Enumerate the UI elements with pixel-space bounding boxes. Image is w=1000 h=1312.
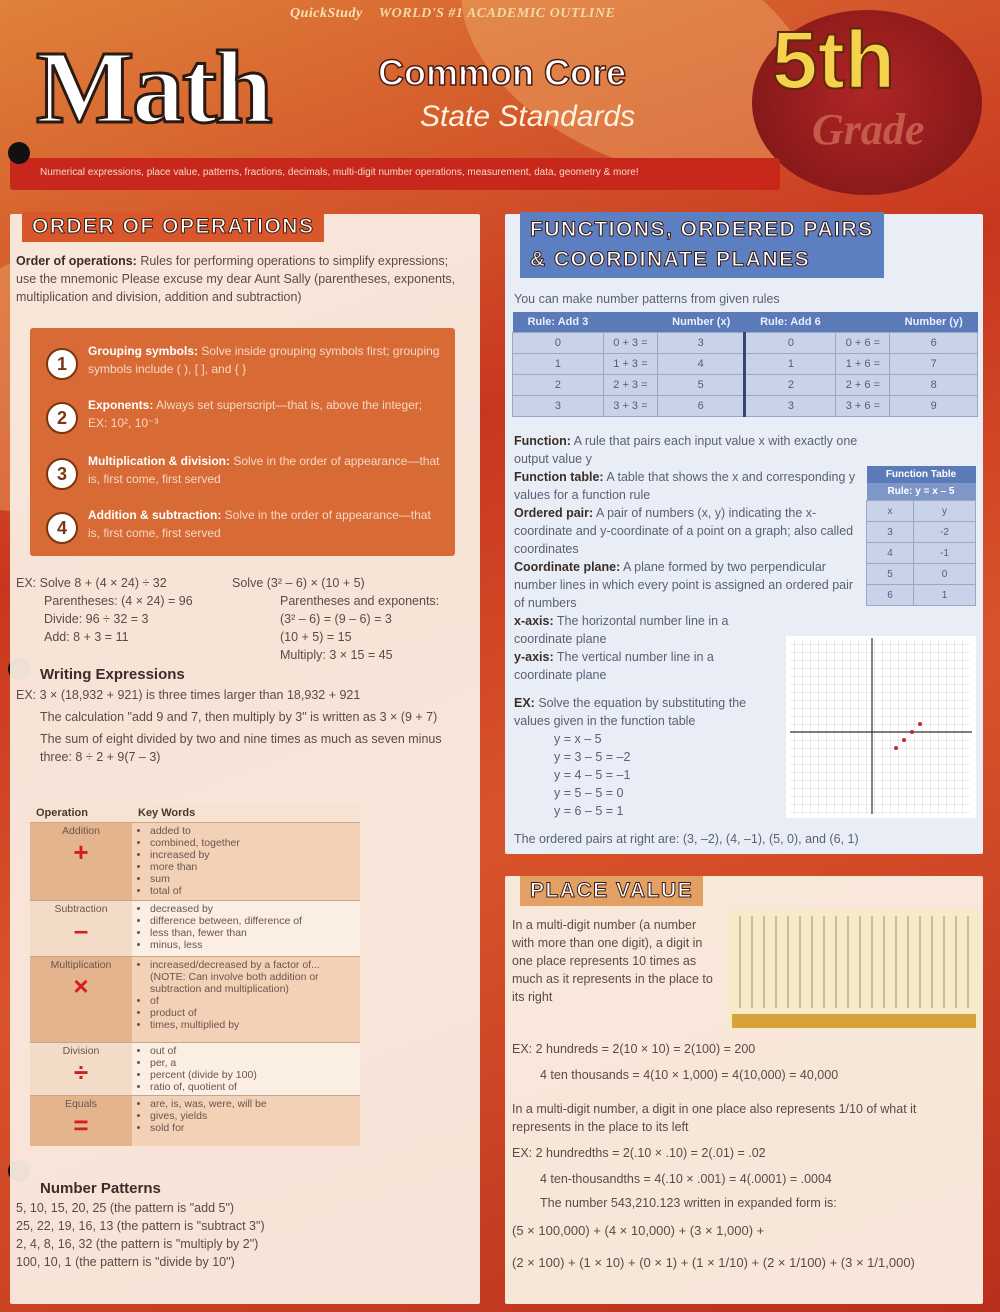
table-cell: 1 <box>513 354 604 375</box>
table-cell: 3 <box>657 333 745 354</box>
example-line: (10 + 5) = 15 <box>280 630 352 644</box>
table-cell: 1 + 3 = <box>603 354 657 375</box>
grade-number: 5th <box>772 15 895 106</box>
step-desc: Solve in the order of appearance—that is, first come, first served <box>88 508 431 540</box>
step-number: 4 <box>46 512 78 544</box>
keyword: • percent (divide by 100) <box>150 1069 354 1081</box>
col-operation: Operation <box>30 804 132 823</box>
keyword: • per, a <box>150 1057 354 1069</box>
keyword: • combined, together <box>150 837 354 849</box>
table-cell: -1 <box>914 543 976 564</box>
table-cell: 6 <box>890 333 978 354</box>
table-cell: 2 <box>745 375 836 396</box>
table-cell: 3 <box>867 522 914 543</box>
keyword: • more than <box>150 861 354 873</box>
divide-symbol: ÷ <box>73 1057 89 1087</box>
col-key-words: Key Words <box>132 804 360 823</box>
op-name: Addition <box>62 825 100 837</box>
keyword: • difference between, difference of <box>150 915 354 927</box>
table-header <box>836 312 890 333</box>
table-cell: 0 + 6 = <box>836 333 890 354</box>
example-line: (3² – 6) = (9 – 6) = 3 <box>280 612 392 626</box>
table-cell: 0 <box>513 333 604 354</box>
keyword: • of <box>150 995 354 1007</box>
table-cell: 8 <box>890 375 978 396</box>
topics-strip <box>10 158 780 190</box>
definition <box>514 432 859 468</box>
functions-intro: You can make number patterns from given rules <box>514 292 780 306</box>
number-patterns-body <box>16 1199 461 1271</box>
table-cell: 4 <box>867 543 914 564</box>
op-cell <box>30 1043 132 1096</box>
equation-line: y = 3 – 5 = –2 <box>554 750 631 764</box>
writing-expressions-body <box>16 686 461 766</box>
op-cell <box>30 1096 132 1146</box>
op-name: Subtraction <box>54 903 108 915</box>
table-cell: 6 <box>867 585 914 606</box>
words-cell <box>132 901 360 957</box>
pattern-line: 2, 4, 8, 16, 32 (the pattern is "multiply by 2") <box>16 1237 259 1251</box>
op-cell <box>30 957 132 1043</box>
equation-line: y = x – 5 <box>554 732 602 746</box>
step-desc: Solve inside grouping symbols first; grouping symbols include ( ), [ ], and { } <box>88 344 440 376</box>
place-value-chart-graphic <box>728 910 980 1030</box>
section-title-place-value: PLACE VALUE <box>520 876 703 906</box>
op-name: Equals <box>64 1098 98 1110</box>
example-line: Parentheses and exponents: <box>280 594 440 608</box>
definition <box>514 468 859 504</box>
op-cell <box>30 823 132 901</box>
keyword: • gives, yields <box>150 1110 354 1122</box>
table-cell: 6 <box>657 396 745 417</box>
table-row <box>867 564 976 585</box>
table-cell: 1 + 6 = <box>836 354 890 375</box>
place-value-examples <box>512 1040 972 1272</box>
table-header: x <box>867 501 914 522</box>
number-patterns-title: Number Patterns <box>40 1180 161 1197</box>
section-title-order-ops: ORDER OF OPERATIONS <box>22 212 324 242</box>
step-number: 2 <box>46 402 78 434</box>
subtitle-state-standards: State Standards <box>420 100 636 133</box>
op-cell <box>30 901 132 957</box>
grade-word: Grade <box>812 105 925 154</box>
example-label: EX: <box>514 696 535 710</box>
brand-line <box>290 6 615 22</box>
definition-term: y-axis: <box>514 650 554 664</box>
header <box>0 0 1000 200</box>
keyword: • sold for <box>150 1122 354 1134</box>
definition-term: Function: <box>514 434 571 448</box>
definition-text: A pair of numbers (x, y) indicating the x-coordinate and y-coordinate of a point on a graph; also called coordinates <box>514 506 854 556</box>
definition <box>514 612 774 648</box>
words-cell <box>132 957 360 1043</box>
table-header <box>603 312 657 333</box>
coordinate-plane <box>786 636 976 818</box>
equation-line: y = 5 – 5 = 0 <box>554 786 624 800</box>
step-4 <box>46 506 446 550</box>
ordered-pairs-footer: The ordered pairs at right are: (3, –2), (4, –1), (5, 0), and (6, 1) <box>514 832 859 846</box>
pattern-line: 25, 22, 19, 16, 13 (the pattern is "subtract 3") <box>16 1219 265 1233</box>
step-3 <box>46 452 446 496</box>
example-line: 4 ten-thousandths = 4(.10 × .001) = 4(.0001) = .0004 <box>540 1172 832 1186</box>
pattern-line: 100, 10, 1 (the pattern is "divide by 10") <box>16 1255 235 1269</box>
definition <box>514 504 859 558</box>
place-value-columns-graphic <box>728 910 980 1030</box>
table-row <box>513 375 978 396</box>
title-line: & COORDINATE PLANES <box>530 248 811 271</box>
definition-term: Function table: <box>514 470 604 484</box>
op-name: Division <box>62 1045 100 1057</box>
example-line: Divide: 96 ÷ 32 = 3 <box>44 612 149 626</box>
table-cell: 3 <box>513 396 604 417</box>
table-cell: 1 <box>914 585 976 606</box>
table-header: Number (x) <box>657 312 745 333</box>
definition-term: Ordered pair: <box>514 506 594 520</box>
brand-tagline: WORLD'S #1 ACADEMIC OUTLINE <box>378 6 616 21</box>
section-title-functions <box>520 212 884 278</box>
table-cell: 1 <box>745 354 836 375</box>
table-cell: 3 + 6 = <box>836 396 890 417</box>
keyword: • increased/decreased by a factor of... (NOTE: Can involve both addition or subtraction and multiplication) <box>150 959 354 995</box>
step-text <box>88 452 443 488</box>
table-row <box>513 396 978 417</box>
keyword: • minus, less <box>150 939 354 951</box>
key-words-table <box>30 804 360 1146</box>
keyword: • are, is, was, were, will be <box>150 1098 354 1110</box>
step-text <box>88 342 443 378</box>
table-title: Function Table <box>867 466 976 483</box>
table-row <box>513 333 978 354</box>
keyword: • total of <box>150 885 354 897</box>
table-cell: 4 <box>657 354 745 375</box>
table-cell: 5 <box>657 375 745 396</box>
example-line: EX: 2 hundreds = 2(10 × 10) = 2(100) = 200 <box>512 1042 756 1056</box>
table-header: y <box>914 501 976 522</box>
definition-text: The vertical number line in a coordinate plane <box>514 650 714 682</box>
topics-text: Numerical expressions, place value, patterns, fractions, decimals, multi-digit number operations, measurement, data, geometry & more! <box>40 167 639 178</box>
times-symbol: × <box>73 971 89 1001</box>
step-1 <box>46 342 446 386</box>
writing-line: The calculation "add 9 and 7, then multiply by 3" is written as 3 × (9 + 7) <box>40 710 438 724</box>
keyword: • times, multiplied by <box>150 1019 354 1031</box>
table-cell: 3 <box>745 396 836 417</box>
table-header: Number (y) <box>890 312 978 333</box>
example-line: Parentheses: (4 × 24) = 96 <box>44 594 193 608</box>
words-cell <box>132 823 360 901</box>
expanded-form-line: (5 × 100,000) + (4 × 10,000) + (3 × 1,000) + <box>512 1223 765 1238</box>
example-text: Solve the equation by substituting the values given in the function table <box>514 696 747 728</box>
table-row <box>30 901 360 957</box>
example-2 <box>232 574 472 664</box>
writing-line: EX: 3 × (18,932 + 921) is three times larger than 18,932 + 921 <box>16 688 361 702</box>
step-label: Grouping symbols: <box>88 344 199 358</box>
table-header: Rule: Add 3 <box>513 312 604 333</box>
writing-line: The sum of eight divided by two and nine times as much as seven minus three: 8 ÷ 2 + 9(7 – 3) <box>40 732 442 764</box>
definition-text: A rule that pairs each input value x with exactly one output value y <box>514 434 858 466</box>
example-line: EX: Solve 8 + (4 × 24) ÷ 32 <box>16 576 167 590</box>
table-row <box>30 1043 360 1096</box>
definition-term: x-axis: <box>514 614 554 628</box>
keyword: • decreased by <box>150 903 354 915</box>
example-1 <box>16 574 216 646</box>
step-label: Multiplication & division: <box>88 454 230 468</box>
step-label: Exponents: <box>88 398 154 412</box>
table-row <box>513 354 978 375</box>
keyword: • increased by <box>150 849 354 861</box>
writing-expressions-title: Writing Expressions <box>40 666 185 683</box>
table-cell: 5 <box>867 564 914 585</box>
keyword: • added to <box>150 825 354 837</box>
expanded-form-line: (2 × 100) + (1 × 10) + (0 × 1) + (1 × 1/10) + (2 × 1/100) + (3 × 1/1,000) <box>512 1255 915 1270</box>
keyword: • less than, fewer than <box>150 927 354 939</box>
table-header: Rule: Add 6 <box>745 312 836 333</box>
table-row <box>867 522 976 543</box>
table-cell: 0 + 3 = <box>603 333 657 354</box>
page-title: Math <box>36 30 271 145</box>
step-text <box>88 506 443 542</box>
table-cell: -2 <box>914 522 976 543</box>
definition-text: The horizontal number line in a coordinate plane <box>514 614 729 646</box>
definition <box>514 648 774 684</box>
step-label: Addition & subtraction: <box>88 508 222 522</box>
step-desc: Solve in the order of appearance—that is, first come, first served <box>88 454 440 486</box>
title-line: FUNCTIONS, ORDERED PAIRS <box>530 218 874 241</box>
rules-table <box>512 312 978 417</box>
table-row <box>867 585 976 606</box>
minus-symbol: – <box>73 915 89 945</box>
table-row <box>30 1096 360 1146</box>
example-prompt <box>514 694 774 730</box>
equation-line: y = 6 – 5 = 1 <box>554 804 624 818</box>
table-cell: 2 + 6 = <box>836 375 890 396</box>
words-cell <box>132 1043 360 1096</box>
step-text <box>88 396 443 432</box>
equals-symbol: = <box>73 1110 89 1140</box>
steps-box <box>30 328 455 556</box>
place-value-rule: In a multi-digit number, a digit in one place also represents 1/10 of what it represents in the place to its left <box>512 1102 917 1134</box>
table-cell: 2 <box>513 375 604 396</box>
example-line: Add: 8 + 3 = 11 <box>44 630 129 644</box>
table-row <box>30 823 360 901</box>
equation-line: y = 4 – 5 = –1 <box>554 768 631 782</box>
table-row <box>30 957 360 1043</box>
plus-symbol: + <box>73 837 89 867</box>
brand-logo: QuickStudy <box>290 6 363 21</box>
table-cell: 0 <box>914 564 976 585</box>
place-value-intro: In a multi-digit number (a number with more than one digit), a digit in one place represents 10 times as much as it represents in the place to its right <box>512 918 713 1004</box>
expanded-intro: The number 543,210.123 written in expanded form is: <box>540 1196 837 1210</box>
coordinate-grid-graphic <box>786 636 976 818</box>
definition-term: Coordinate plane: <box>514 560 621 574</box>
example-line: 4 ten thousands = 4(10 × 1,000) = 4(10,000) = 40,000 <box>540 1068 839 1082</box>
function-table-small <box>866 466 976 606</box>
words-cell <box>132 1096 360 1146</box>
table-cell: 3 + 3 = <box>603 396 657 417</box>
definition-text: A plane formed by two perpendicular number lines in which every point is assigned an ordered pair of numbers <box>514 560 854 610</box>
intro-text: Rules for performing operations to simplify expressions; use the mnemonic Please excuse my dear Aunt Sally (parentheses, exponents, multiplication and division, addition and subtraction) <box>16 254 456 304</box>
table-cell: 9 <box>890 396 978 417</box>
table-cell: 2 + 3 = <box>603 375 657 396</box>
keyword: • product of <box>150 1007 354 1019</box>
example-line: Multiply: 3 × 15 = 45 <box>280 648 393 662</box>
definition <box>514 558 859 612</box>
step-2 <box>46 396 446 440</box>
definition-text: A table that shows the x and corresponding y values for a function rule <box>514 470 856 502</box>
table-rule: Rule: y = x – 5 <box>867 483 976 501</box>
order-ops-intro <box>16 252 461 306</box>
op-name: Multiplication <box>50 959 112 971</box>
example-line: EX: 2 hundredths = 2(.10 × .10) = 2(.01) = .02 <box>512 1146 766 1160</box>
example-line: Solve (3² – 6) × (10 + 5) <box>232 576 365 590</box>
step-number: 3 <box>46 458 78 490</box>
step-number: 1 <box>46 348 78 380</box>
pattern-line: 5, 10, 15, 20, 25 (the pattern is "add 5") <box>16 1201 235 1215</box>
keyword: • ratio of, quotient of <box>150 1081 354 1093</box>
subtitle-common-core: Common Core <box>378 52 627 93</box>
hole-punch <box>8 142 30 164</box>
table-cell: 0 <box>745 333 836 354</box>
keyword: • out of <box>150 1045 354 1057</box>
step-desc: Always set superscript—that is, above the integer; EX: 10², 10⁻³ <box>88 398 423 430</box>
table-cell: 7 <box>890 354 978 375</box>
function-example <box>514 694 774 820</box>
table-row <box>867 543 976 564</box>
intro-label: Order of operations: <box>16 254 137 268</box>
keyword: • sum <box>150 873 354 885</box>
